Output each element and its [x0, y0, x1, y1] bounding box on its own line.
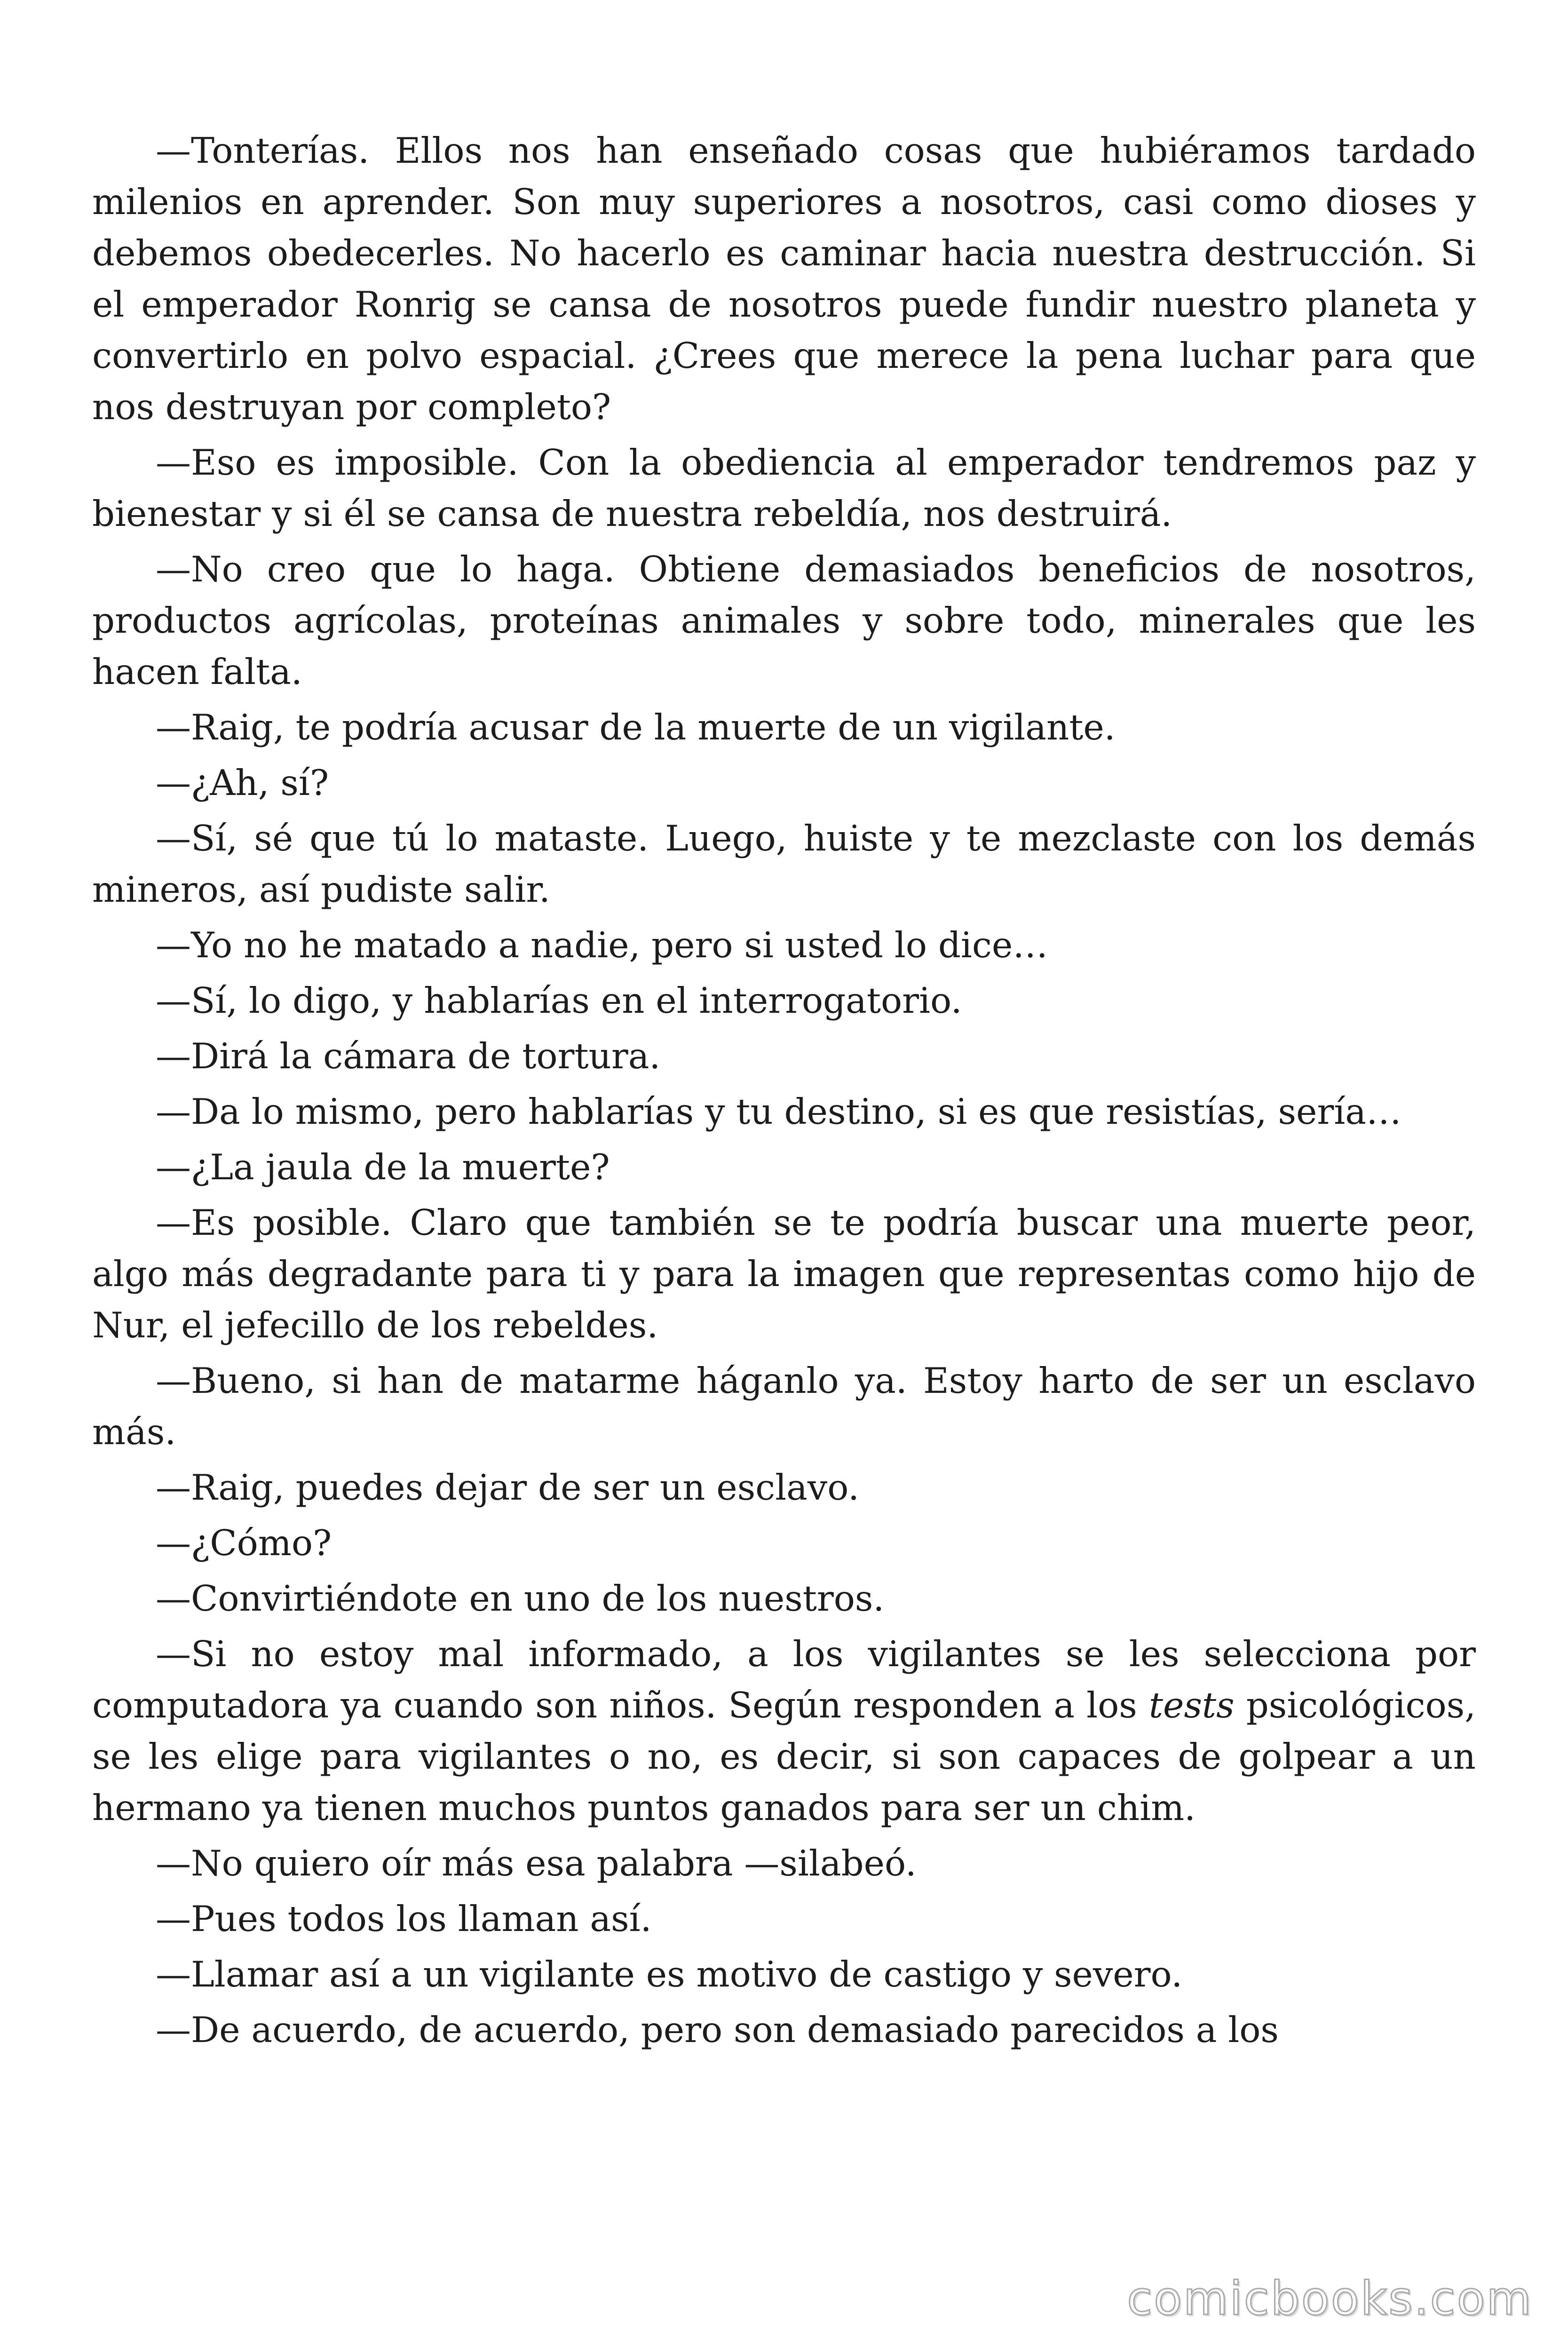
paragraph-4: —Raig, te podría acusar de la muerte de un vigilante.: [156, 707, 1116, 748]
paragraph-1: —Tonterías. Ellos nos han enseñado cosas que hubiéramos tardado milenios en aprender. Son muy superiores a nosotros, casi como dioses y debemos obedecerles. No hacerlo es caminar hacia nuestra destrucción. Si el emperador Ronrig se cansa de nosotros puede fundir nuestro planeta y convertirlo en polvo espacial. ¿Crees que merece la pena luchar para que nos destruyan por completo?: [92, 130, 1476, 428]
paragraph-13: —Bueno, si han de matarme háganlo ya. Estoy harto de ser un esclavo más.: [92, 1360, 1476, 1453]
paragraph-2: —Eso es imposible. Con la obediencia al emperador tendremos paz y bienestar y si él se cansa de nuestra rebeldía, nos destruirá.: [92, 442, 1476, 534]
paragraph-14: —Raig, puedes dejar de ser un esclavo.: [156, 1467, 859, 1508]
paragraph-11: —¿La jaula de la muerte?: [156, 1146, 610, 1188]
paragraph-21: —De acuerdo, de acuerdo, pero son demasiado parecidos a los: [156, 2009, 1279, 2050]
paragraph-12: —Es posible. Claro que también se te podría buscar una muerte peor, algo más degradante para ti y para la imagen que representas como hijo de Nur, el jefecillo de los rebeldes.: [92, 1202, 1476, 1346]
paragraph-6: —Sí, sé que tú lo mataste. Luego, huiste y te mezclaste con los demás mineros, así pudiste salir.: [92, 818, 1476, 910]
paragraph-19: —Pues todos los llaman así.: [156, 1898, 652, 1939]
italic-term: tests: [1148, 1685, 1235, 1726]
paragraph-18: —No quiero oír más esa palabra —silabeó.: [156, 1843, 917, 1884]
paragraph-3: —No creo que lo haga. Obtiene demasiados beneficios de nosotros, productos agrícolas, proteínas animales y sobre todo, minerales que les hacen falta.: [92, 548, 1476, 692]
paragraph-10: —Da lo mismo, pero hablarías y tu destino, si es que resistías, sería…: [156, 1091, 1402, 1132]
paragraph-20: —Llamar así a un vigilante es motivo de castigo y severo.: [156, 1954, 1183, 1995]
paragraph-8: —Sí, lo digo, y hablarías en el interrogatorio.: [156, 980, 962, 1021]
paragraph-15: —¿Cómo?: [156, 1522, 332, 1564]
paragraph-9: —Dirá la cámara de tortura.: [156, 1035, 661, 1077]
site-watermark: comicbooks.com: [1127, 2272, 1533, 2326]
paragraph-7: —Yo no he matado a nadie, pero si usted lo dice…: [156, 924, 1048, 966]
paragraph-16: —Convirtiéndote en uno de los nuestros.: [156, 1578, 885, 1619]
page-body: [92, 125, 1476, 2060]
paragraph-5: —¿Ah, sí?: [156, 762, 329, 803]
paragraph-17: —Si no estoy mal informado, a los vigilantes se les selecciona por computadora ya cuando son niños. Según responden a los tests psicológicos, se les elige para vigilantes o no, es decir, si son capaces de golpear a un hermano ya tienen muchos puntos ganados para ser un chim.: [92, 1633, 1476, 1828]
